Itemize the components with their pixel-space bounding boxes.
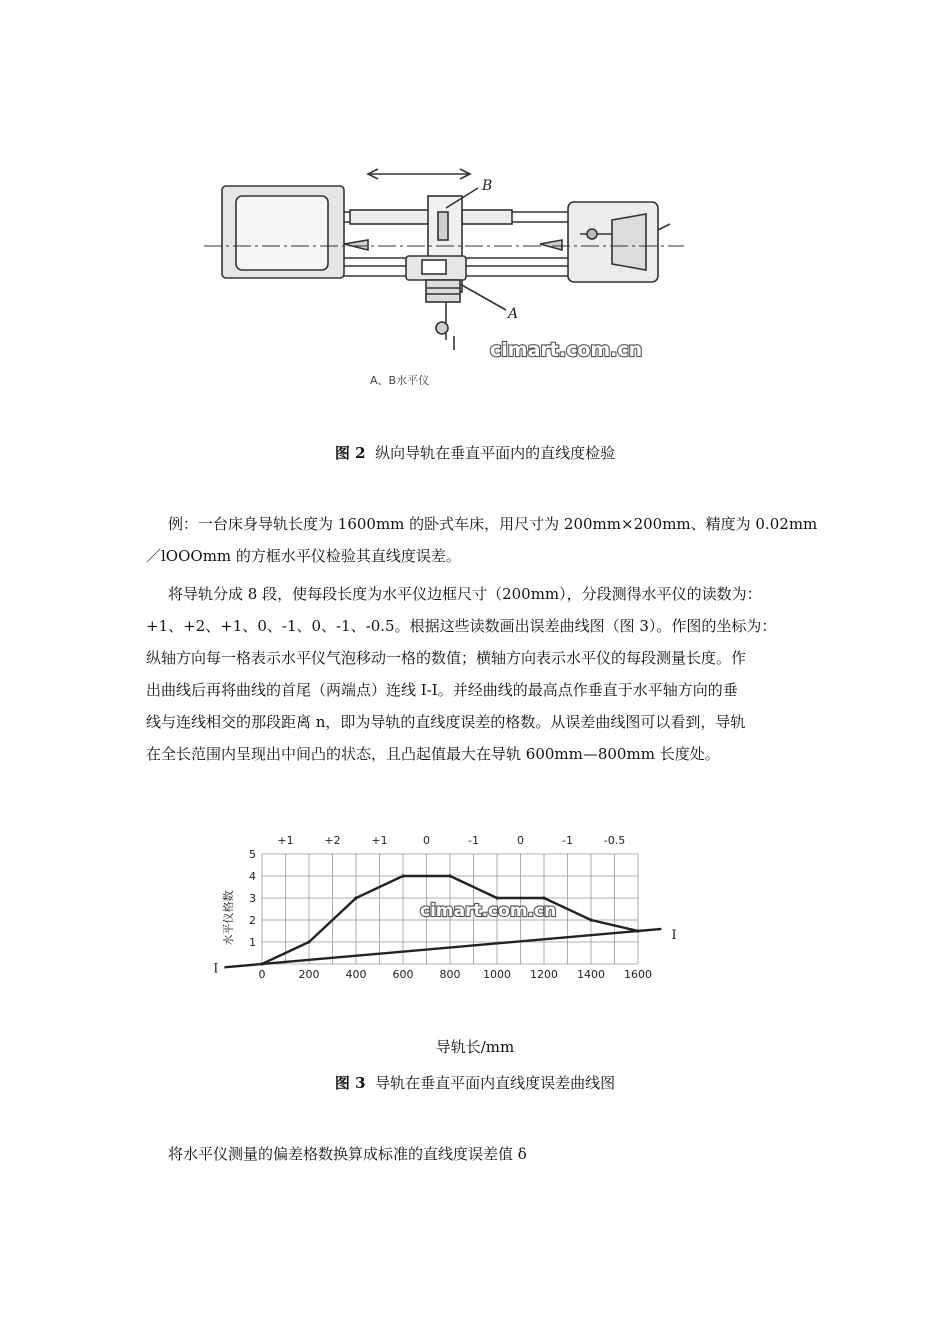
paragraph-line: 纵轴方向每一格表示水平仪气泡移动一格的数值；横轴方向表示水平仪的每段测量长度。作 [146,649,747,667]
paragraph-conversion [146,1138,810,1170]
y-tick-label: 1 [249,936,256,949]
x-tick-label: 1200 [530,968,558,981]
y-tick-label: 3 [249,892,256,905]
paragraph-line: 将水平仪测量的偏差格数换算成标准的直线度误差值 δ [168,1145,527,1163]
x-tick-label: 0 [258,968,266,981]
figure2-number: 图 2 [334,444,366,462]
curve-point [354,896,357,899]
endpoint-line-i-i [224,929,661,967]
figure3-number: 图 3 [334,1074,366,1092]
paragraph-line: 例：一台床身导轨长度为 1600mm 的卧式车床，用尺寸为 200mm×200mm、精度为 0.02mm [168,515,818,533]
curve-point [307,940,310,943]
level-b-label: B [482,178,493,194]
y-tick-label: 2 [249,914,256,927]
x-axis-label [0,1036,950,1057]
paragraph-method [146,578,810,770]
paragraph-line: 线与连线相交的那段距离 n，即为导轨的直线度误差的格数。从误差曲线图可以看到，导轨 [146,713,746,731]
reading-label: 0 [517,834,524,847]
level-subcaption: A、B水平仪 [370,374,430,387]
paragraph-line: 在全长范围内呈现出中间凸的状态，且凸起值最大在导轨 600mm—800mm 长度处。 [146,745,720,763]
x-tick-label: 1000 [483,968,511,981]
paragraph-line: +1、+2、+1、0、-1、0、-1、-0.5。根据这些读数画出误差曲线图（图 3）。作图的坐标为： [146,617,777,635]
line-label-i-end: I [671,927,677,943]
error-curve-chart [213,826,688,986]
x-tick-label: 800 [439,968,461,981]
figure2-caption [0,442,950,463]
curve-point [495,896,498,899]
figure3-title: 导轨在垂直平面内直线度误差曲线图 [375,1074,616,1092]
x-tick-label: 600 [392,968,414,981]
paragraph-example [146,508,818,572]
y-axis-label: 水平仪格数 [222,890,235,946]
level-a-label: A [508,306,519,322]
line-label-i-start: I [213,961,219,977]
reading-label: -1 [468,834,479,847]
curve-point [542,896,545,899]
x-tick-label: 200 [298,968,320,981]
y-tick-label: 5 [249,848,256,861]
reading-label: -0.5 [603,834,626,847]
reading-label: 0 [423,834,430,847]
curve-point [448,874,451,877]
curve-point [589,918,592,921]
x-tick-label: 400 [345,968,367,981]
figure2-title: 纵向导轨在垂直平面内的直线度检验 [375,444,616,462]
paragraph-line: 将导轨分成 8 段，使每段长度为水平仪边框尺寸（200mm），分段测得水平仪的读数为： [168,585,762,603]
y-tick-label: 4 [249,870,256,883]
figure3-caption [0,1072,950,1093]
reading-label: -1 [562,834,573,847]
chart-watermark: cimart.com.cn [420,901,557,921]
lathe-diagram [200,160,690,400]
paragraph-line: 出曲线后再将曲线的首尾（两端点）连线 I-I。并经曲线的最高点作垂直于水平轴方向的垂 [146,681,738,699]
x-tick-label: 1400 [577,968,605,981]
paragraph-line: ／lOOOmm 的方框水平仪检验其直线度误差。 [146,547,461,565]
reading-label: +2 [324,834,341,847]
x-tick-label: 1600 [624,968,652,981]
watermark: cimart.com.cn [490,339,643,361]
reading-label: +1 [371,834,388,847]
x-axis-label-text: 导轨长/mm [435,1038,515,1056]
reading-label: +1 [277,834,294,847]
curve-point [401,874,404,877]
